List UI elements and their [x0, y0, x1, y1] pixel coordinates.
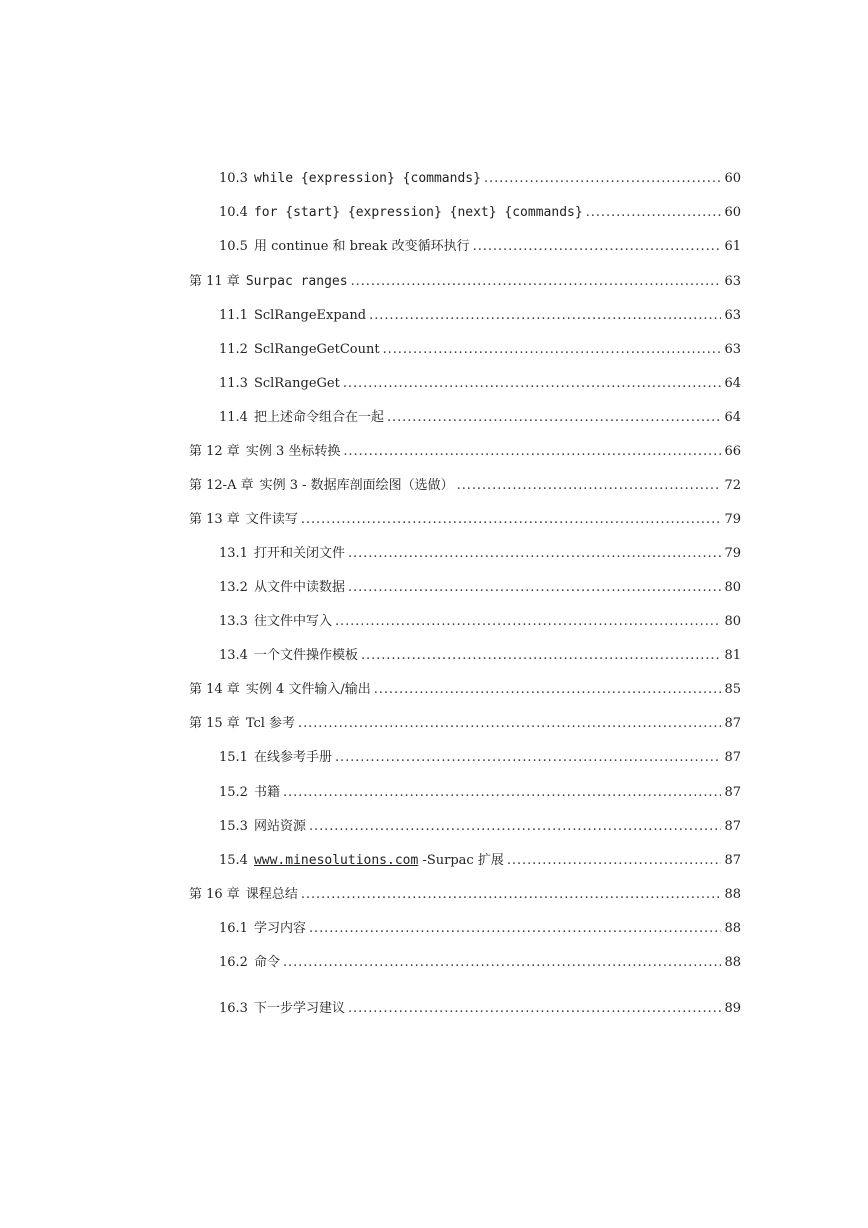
- dot-leader: [457, 476, 722, 496]
- dot-leader: [335, 612, 721, 632]
- section-title: [254, 851, 504, 871]
- dot-leader: [309, 817, 721, 837]
- website-link[interactable]: www.minesolutions.com: [253, 853, 419, 868]
- dot-leader: [301, 885, 722, 905]
- chapter-title: Surpac ranges: [245, 274, 348, 289]
- section-title: 打开和关闭文件: [253, 546, 345, 561]
- chapter-number: 第 11 章: [189, 274, 240, 289]
- toc-entry-chapter-11[interactable]: [189, 272, 741, 292]
- dot-leader: [586, 203, 722, 223]
- chapter-number: 第 13 章: [189, 512, 240, 527]
- section-title: SclRangeGetCount: [253, 342, 380, 357]
- section-title: 在线参考手册: [253, 750, 332, 765]
- dot-leader: [348, 999, 721, 1019]
- page-number: 81: [724, 648, 741, 663]
- section-title-suffix: -Surpac 扩展: [422, 853, 504, 868]
- toc-entry-chapter-15[interactable]: [189, 714, 741, 734]
- chapter-title: 实例 4 文件输入/输出: [245, 682, 371, 697]
- section-number: 11.2: [219, 342, 248, 357]
- section-title: 命令: [253, 955, 280, 970]
- dot-leader: [351, 272, 722, 292]
- dot-leader: [383, 340, 722, 360]
- chapter-number: 第 15 章: [189, 716, 240, 731]
- section-title: SclRangeExpand: [253, 308, 367, 323]
- section-number: 13.3: [219, 614, 248, 629]
- page-number: 87: [724, 750, 741, 765]
- dot-leader: [369, 306, 721, 326]
- chapter-title: Tcl 参考: [245, 716, 296, 731]
- dot-leader: [343, 374, 722, 394]
- dot-leader: [283, 783, 721, 803]
- section-title: 把上述命令组合在一起: [253, 410, 384, 425]
- section-number: 13.4: [219, 648, 248, 663]
- chapter-title: 实例 3 坐标转换: [245, 444, 341, 459]
- dot-leader: [283, 953, 721, 973]
- page-number: 88: [724, 887, 741, 902]
- toc-entry-10-4[interactable]: [219, 203, 741, 223]
- chapter-title: 实例 3 - 数据库剖面绘图（选做）: [259, 478, 454, 493]
- section-number: 16.1: [219, 921, 248, 936]
- section-number: 15.4: [219, 853, 248, 868]
- toc-entry-11-1[interactable]: [219, 306, 741, 326]
- toc-entry-chapter-13[interactable]: [189, 510, 741, 530]
- dot-leader: [348, 578, 721, 598]
- dot-leader: [335, 748, 721, 768]
- page-number: 60: [724, 205, 741, 220]
- chapter-title: 文件读写: [245, 512, 298, 527]
- section-title: 网站资源: [253, 819, 306, 834]
- toc-entry-chapter-12a[interactable]: [189, 476, 741, 496]
- page-number: 88: [724, 955, 741, 970]
- toc-entry-13-1[interactable]: [219, 544, 741, 564]
- section-number: 11.3: [219, 376, 248, 391]
- toc-entry-15-3[interactable]: [219, 817, 741, 837]
- toc-entry-chapter-14[interactable]: [189, 680, 741, 700]
- section-title: 一个文件操作模板: [253, 648, 358, 663]
- toc-entry-15-2[interactable]: [219, 783, 741, 803]
- chapter-title: 课程总结: [245, 887, 298, 902]
- dot-leader: [361, 646, 721, 666]
- section-number: 11.1: [219, 308, 248, 323]
- section-number: 10.3: [219, 171, 248, 186]
- toc-entry-16-1[interactable]: [219, 919, 741, 939]
- dot-leader: [298, 714, 721, 734]
- toc-entry-16-3[interactable]: [219, 999, 741, 1019]
- toc-entry-13-2[interactable]: [219, 578, 741, 598]
- section-number: 15.2: [219, 785, 248, 800]
- page-number: 87: [724, 853, 741, 868]
- dot-leader: [348, 544, 721, 564]
- chapter-number: 第 12-A 章: [189, 478, 254, 493]
- page-number: 72: [724, 478, 741, 493]
- dot-leader: [484, 169, 722, 189]
- toc-entry-10-3[interactable]: [219, 169, 741, 189]
- page-number: 64: [724, 376, 741, 391]
- page-number: 61: [724, 239, 741, 254]
- section-title: SclRangeGet: [253, 376, 340, 391]
- section-number: 16.3: [219, 1001, 248, 1016]
- page-number: 87: [724, 785, 741, 800]
- dot-leader: [343, 442, 721, 462]
- toc-entry-11-4[interactable]: [219, 408, 741, 428]
- page-number: 87: [724, 819, 741, 834]
- page-number: 79: [724, 546, 741, 561]
- page-number: 87: [724, 716, 741, 731]
- chapter-number: 第 16 章: [189, 887, 240, 902]
- section-title: 从文件中读数据: [253, 580, 345, 595]
- section-number: 16.2: [219, 955, 248, 970]
- toc-entry-10-5[interactable]: [219, 237, 741, 257]
- page-number: 64: [724, 410, 741, 425]
- dot-leader: [309, 919, 721, 939]
- page-number: 79: [724, 512, 741, 527]
- page-number: 80: [724, 580, 741, 595]
- page-number: 60: [724, 171, 741, 186]
- page-number: 85: [724, 682, 741, 697]
- toc-entry-chapter-16[interactable]: [189, 885, 741, 905]
- dot-leader: [387, 408, 721, 428]
- section-title: 下一步学习建议: [253, 1001, 345, 1016]
- toc-entry-13-4[interactable]: [219, 646, 741, 666]
- page-number: 63: [724, 342, 741, 357]
- section-number: 15.1: [219, 750, 248, 765]
- section-number: 10.4: [219, 205, 248, 220]
- toc-entry-11-2[interactable]: [219, 340, 741, 360]
- dot-leader: [473, 237, 722, 257]
- chapter-number: 第 14 章: [189, 682, 240, 697]
- page-number: 63: [724, 308, 741, 323]
- page-number: 89: [724, 1001, 741, 1016]
- page-number: 66: [724, 444, 741, 459]
- toc-entry-15-1[interactable]: [219, 748, 741, 768]
- section-number: 15.3: [219, 819, 248, 834]
- dot-leader: [301, 510, 722, 530]
- page-number: 88: [724, 921, 741, 936]
- dot-leader: [507, 851, 722, 871]
- section-number: 13.1: [219, 546, 248, 561]
- section-title: 学习内容: [253, 921, 306, 936]
- section-number: 13.2: [219, 580, 248, 595]
- toc-entry-13-3[interactable]: [219, 612, 741, 632]
- toc-entry-15-4[interactable]: [219, 851, 741, 871]
- toc-entry-11-3[interactable]: [219, 374, 741, 394]
- dot-leader: [374, 680, 722, 700]
- section-title: 用 continue 和 break 改变循环执行: [253, 239, 470, 254]
- section-title: 书籍: [253, 785, 280, 800]
- section-number: 11.4: [219, 410, 248, 425]
- page-number: 63: [724, 274, 741, 289]
- section-number: 10.5: [219, 239, 248, 254]
- section-title: while {expression} {commands}: [253, 171, 481, 186]
- page-number: 80: [724, 614, 741, 629]
- toc-entry-16-2[interactable]: [219, 953, 741, 973]
- section-title: 往文件中写入: [253, 614, 332, 629]
- toc-entry-chapter-12[interactable]: [189, 442, 741, 462]
- chapter-number: 第 12 章: [189, 444, 240, 459]
- section-title: for {start} {expression} {next} {commands}: [253, 205, 583, 220]
